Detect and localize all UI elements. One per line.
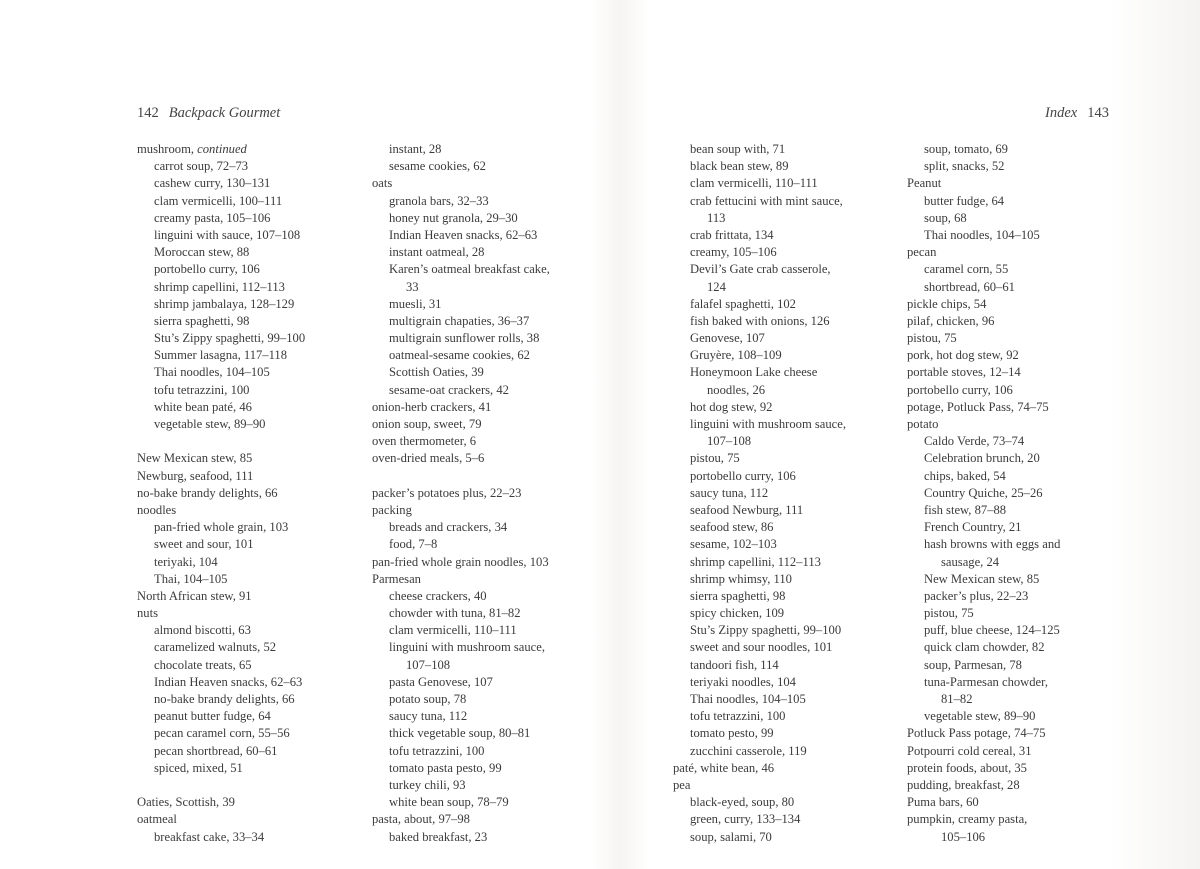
index-heading: Newburg, seafood, 111	[137, 468, 254, 483]
index-heading: Oaties, Scottish, 39	[137, 795, 235, 810]
index-subentry: packer’s plus, 22–23	[924, 588, 1029, 603]
index-heading: potage, Potluck Pass, 74–75	[907, 399, 1049, 414]
index-subentry: zucchini casserole, 119	[690, 743, 807, 758]
index-continuation: 107–108	[406, 657, 451, 672]
index-subentry: multigrain sunflower rolls, 38	[389, 331, 540, 346]
index-heading: pork, hot dog stew, 92	[907, 348, 1019, 363]
index-subentry: black-eyed, soup, 80	[690, 795, 795, 810]
index-subentry: Summer lasagna, 117–118	[154, 348, 288, 363]
index-heading: pilaf, chicken, 96	[907, 313, 995, 328]
index-subentry: hot dog stew, 92	[690, 399, 773, 414]
index-subentry: creamy pasta, 105–106	[154, 210, 271, 225]
index-subentry: portobello curry, 106	[690, 468, 796, 483]
index-subentry: spiced, mixed, 51	[154, 760, 243, 775]
index-subentry: Thai noodles, 104–105	[690, 692, 806, 706]
index-subentry: tuna-Parmesan chowder,	[924, 674, 1048, 689]
index-heading: pumpkin, creamy pasta,	[907, 812, 1028, 827]
index-subentry: teriyaki noodles, 104	[690, 674, 796, 689]
index-heading: pasta, about, 97–98	[372, 812, 470, 827]
index-subentry: clam vermicelli, 110–111	[389, 623, 517, 638]
index-heading: Parmesan	[372, 571, 421, 586]
index-heading: portobello curry, 106	[907, 382, 1013, 397]
index-heading: packer’s potatoes plus, 22–23	[372, 485, 522, 500]
index-heading: oven-dried meals, 5–6	[372, 451, 485, 466]
index-subentry: white bean soup, 78–79	[389, 795, 509, 810]
index-subentry: spicy chicken, 109	[690, 606, 785, 621]
left-page-number: 142	[137, 105, 159, 121]
index-subentry: portobello curry, 106	[154, 262, 260, 277]
index-column-4	[907, 141, 1060, 846]
index-subentry: vegetable stew, 89–90	[154, 417, 266, 431]
index-heading: oats	[372, 176, 393, 191]
index-heading: pickle chips, 54	[907, 296, 987, 311]
index-subentry: granola bars, 32–33	[389, 193, 489, 208]
index-spacer	[137, 777, 305, 794]
index-continuation: noodles, 26	[707, 382, 766, 397]
index-heading: oven thermometer, 6	[372, 434, 477, 449]
index-subentry: French Country, 21	[924, 520, 1022, 535]
index-spacer	[372, 468, 550, 485]
index-subentry: bean soup with, 71	[690, 142, 786, 156]
index-subentry: Stu’s Zippy spaghetti, 99–100	[154, 331, 306, 346]
index-heading: no-bake brandy delights, 66	[137, 485, 278, 500]
index-subentry: tomato pesto, 99	[690, 726, 774, 741]
index-continuation: 105–106	[941, 829, 986, 844]
index-subentry: Caldo Verde, 73–74	[924, 434, 1025, 449]
index-subentry: chowder with tuna, 81–82	[389, 606, 521, 621]
index-subentry: Stu’s Zippy spaghetti, 99–100	[690, 623, 842, 638]
index-subentry: honey nut granola, 29–30	[389, 210, 518, 225]
index-subentry: Thai noodles, 104–105	[154, 365, 270, 380]
index-subentry: cashew curry, 130–131	[154, 176, 271, 191]
index-subentry: tandoori fish, 114	[690, 657, 779, 672]
index-subentry: green, curry, 133–134	[690, 812, 801, 827]
index-subentry: chips, baked, 54	[924, 468, 1006, 483]
index-subentry: black bean stew, 89	[690, 159, 789, 174]
index-subentry: pan-fried whole grain, 103	[154, 520, 289, 535]
index-subentry: Indian Heaven snacks, 62–63	[154, 674, 303, 689]
index-heading: Potluck Pass potage, 74–75	[907, 726, 1046, 741]
index-subentry: turkey chili, 93	[389, 777, 466, 792]
index-subentry: thick vegetable soup, 80–81	[389, 726, 531, 741]
index-heading: pudding, breakfast, 28	[907, 777, 1020, 792]
index-subentry: breakfast cake, 33–34	[154, 829, 265, 844]
index-subentry: tomato pasta pesto, 99	[389, 760, 502, 775]
index-heading: packing	[372, 502, 412, 517]
index-subentry: Honeymoon Lake cheese	[690, 365, 818, 380]
index-subentry: Scottish Oaties, 39	[389, 365, 484, 380]
index-subentry: clam vermicelli, 100–111	[154, 193, 283, 208]
index-subentry: split, snacks, 52	[924, 159, 1005, 174]
index-subentry: tofu tetrazzini, 100	[154, 382, 250, 397]
index-subentry: Indian Heaven snacks, 62–63	[389, 227, 538, 242]
index-continuation: 113	[707, 210, 726, 225]
index-subentry: sesame cookies, 62	[389, 159, 486, 174]
index-subentry: muesli, 31	[389, 296, 442, 311]
index-subentry: quick clam chowder, 82	[924, 640, 1045, 655]
index-heading: onion soup, sweet, 79	[372, 417, 482, 431]
index-subentry: vegetable stew, 89–90	[924, 709, 1036, 724]
index-continuation: sausage, 24	[941, 554, 1000, 569]
index-subentry: Thai noodles, 104–105	[924, 227, 1040, 242]
index-subentry: fish baked with onions, 126	[690, 313, 830, 328]
right-page-number: 143	[1087, 105, 1109, 121]
index-subentry: tofu tetrazzini, 100	[690, 709, 786, 724]
index-subentry: pistou, 75	[924, 606, 974, 621]
index-heading: pecan	[907, 245, 937, 260]
index-subentry: pecan shortbread, 60–61	[154, 743, 278, 758]
index-subentry: teriyaki, 104	[154, 554, 218, 569]
index-subentry: food, 7–8	[389, 537, 438, 552]
index-subentry: shrimp whimsy, 110	[690, 571, 792, 586]
index-subentry: Moroccan stew, 88	[154, 245, 250, 260]
index-heading: protein foods, about, 35	[907, 760, 1027, 775]
index-subentry: saucy tuna, 112	[690, 485, 769, 500]
index-heading: Peanut	[907, 176, 942, 191]
index-subentry: multigrain chapaties, 36–37	[389, 313, 530, 328]
index-subentry: crab frittata, 134	[690, 227, 774, 242]
index-column-2	[372, 141, 550, 846]
index-subentry: tofu tetrazzini, 100	[389, 743, 485, 758]
index-subentry: linguini with mushroom sauce,	[389, 640, 546, 655]
index-subentry: butter fudge, 64	[924, 193, 1005, 208]
index-subentry: fish stew, 87–88	[924, 502, 1007, 517]
index-subentry: caramel corn, 55	[924, 262, 1009, 277]
index-subentry: instant oatmeal, 28	[389, 245, 485, 260]
index-subentry: Gruyère, 108–109	[690, 348, 782, 363]
index-subentry: cheese crackers, 40	[389, 588, 487, 603]
index-subentry: clam vermicelli, 110–111	[690, 176, 818, 191]
index-subentry: Devil’s Gate crab casserole,	[690, 262, 831, 277]
index-subentry: almond biscotti, 63	[154, 623, 251, 638]
index-continuation: 124	[707, 279, 726, 294]
index-subentry: soup, tomato, 69	[924, 142, 1008, 156]
index-heading: pea	[673, 777, 691, 792]
index-heading: Puma bars, 60	[907, 795, 979, 810]
index-heading: North African stew, 91	[137, 588, 252, 603]
index-heading: mushroom, continued	[137, 142, 247, 156]
index-column-3	[673, 141, 846, 846]
left-running-title: Backpack Gourmet	[168, 105, 281, 121]
index-subentry: soup, 68	[924, 210, 967, 225]
index-subentry: instant, 28	[389, 142, 442, 156]
index-subentry: linguini with sauce, 107–108	[154, 227, 301, 242]
index-subentry: shrimp capellini, 112–113	[690, 554, 821, 569]
index-heading: onion-herb crackers, 41	[372, 399, 492, 414]
left-running-head	[137, 105, 280, 122]
index-subentry: breads and crackers, 34	[389, 520, 508, 535]
index-subentry: potato soup, 78	[389, 692, 467, 706]
index-subentry: pasta Genovese, 107	[389, 674, 493, 689]
index-continuation: 81–82	[941, 692, 973, 706]
index-spacer	[137, 433, 305, 450]
index-subentry: no-bake brandy delights, 66	[154, 692, 295, 706]
index-subentry: linguini with mushroom sauce,	[690, 417, 847, 431]
book-gutter-shadow	[590, 0, 650, 869]
index-subentry: shortbread, 60–61	[924, 279, 1015, 294]
index-subentry: white bean paté, 46	[154, 399, 252, 414]
index-subentry: sesame-oat crackers, 42	[389, 382, 509, 397]
index-subentry: sierra spaghetti, 98	[690, 588, 786, 603]
index-subentry: caramelized walnuts, 52	[154, 640, 277, 655]
index-subentry: seafood stew, 86	[690, 520, 774, 535]
index-subentry: pecan caramel corn, 55–56	[154, 726, 290, 741]
index-subentry: baked breakfast, 23	[389, 829, 488, 844]
index-subentry: chocolate treats, 65	[154, 657, 252, 672]
index-subentry: Karen’s oatmeal breakfast cake,	[389, 262, 550, 277]
index-subentry: falafel spaghetti, 102	[690, 296, 796, 311]
index-subentry: puff, blue cheese, 124–125	[924, 623, 1060, 638]
index-subentry: sierra spaghetti, 98	[154, 313, 250, 328]
index-heading: nuts	[137, 606, 158, 621]
index-subentry: pistou, 75	[690, 451, 740, 466]
index-subentry: sesame, 102–103	[690, 537, 777, 552]
index-subentry: peanut butter fudge, 64	[154, 709, 271, 724]
index-subentry: shrimp jambalaya, 128–129	[154, 296, 295, 311]
index-heading: pistou, 75	[907, 331, 957, 346]
index-subentry: soup, salami, 70	[690, 829, 772, 844]
index-subentry: crab fettucini with mint sauce,	[690, 193, 843, 208]
index-subentry: saucy tuna, 112	[389, 709, 468, 724]
right-running-title: Index	[1045, 105, 1078, 121]
index-subentry: Country Quiche, 25–26	[924, 485, 1043, 500]
index-heading: portable stoves, 12–14	[907, 365, 1021, 380]
page-edge-shadow	[1110, 0, 1200, 869]
right-running-head	[1045, 105, 1109, 122]
index-subentry: Thai, 104–105	[154, 571, 228, 586]
index-continuation: 33	[406, 279, 419, 294]
index-subentry: Celebration brunch, 20	[924, 451, 1040, 466]
index-heading: Potpourri cold cereal, 31	[907, 743, 1032, 758]
index-heading: oatmeal	[137, 812, 177, 827]
index-heading: potato	[907, 417, 939, 431]
index-subentry: creamy, 105–106	[690, 245, 777, 260]
index-heading: paté, white bean, 46	[673, 760, 775, 775]
index-column-1	[137, 141, 305, 846]
index-subentry: shrimp capellini, 112–113	[154, 279, 285, 294]
index-subentry: seafood Newburg, 111	[690, 502, 804, 517]
index-heading: New Mexican stew, 85	[137, 451, 253, 466]
index-subentry: sweet and sour noodles, 101	[690, 640, 833, 655]
index-heading: noodles	[137, 502, 177, 517]
index-heading: pan-fried whole grain noodles, 103	[372, 554, 549, 569]
index-continuation: 107–108	[707, 434, 752, 449]
index-subentry: sweet and sour, 101	[154, 537, 254, 552]
index-subentry: carrot soup, 72–73	[154, 159, 249, 174]
index-subentry: New Mexican stew, 85	[924, 571, 1040, 586]
index-subentry: hash browns with eggs and	[924, 537, 1061, 552]
index-subentry: Genovese, 107	[690, 331, 765, 346]
index-subentry: oatmeal-sesame cookies, 62	[389, 348, 530, 363]
index-subentry: soup, Parmesan, 78	[924, 657, 1022, 672]
